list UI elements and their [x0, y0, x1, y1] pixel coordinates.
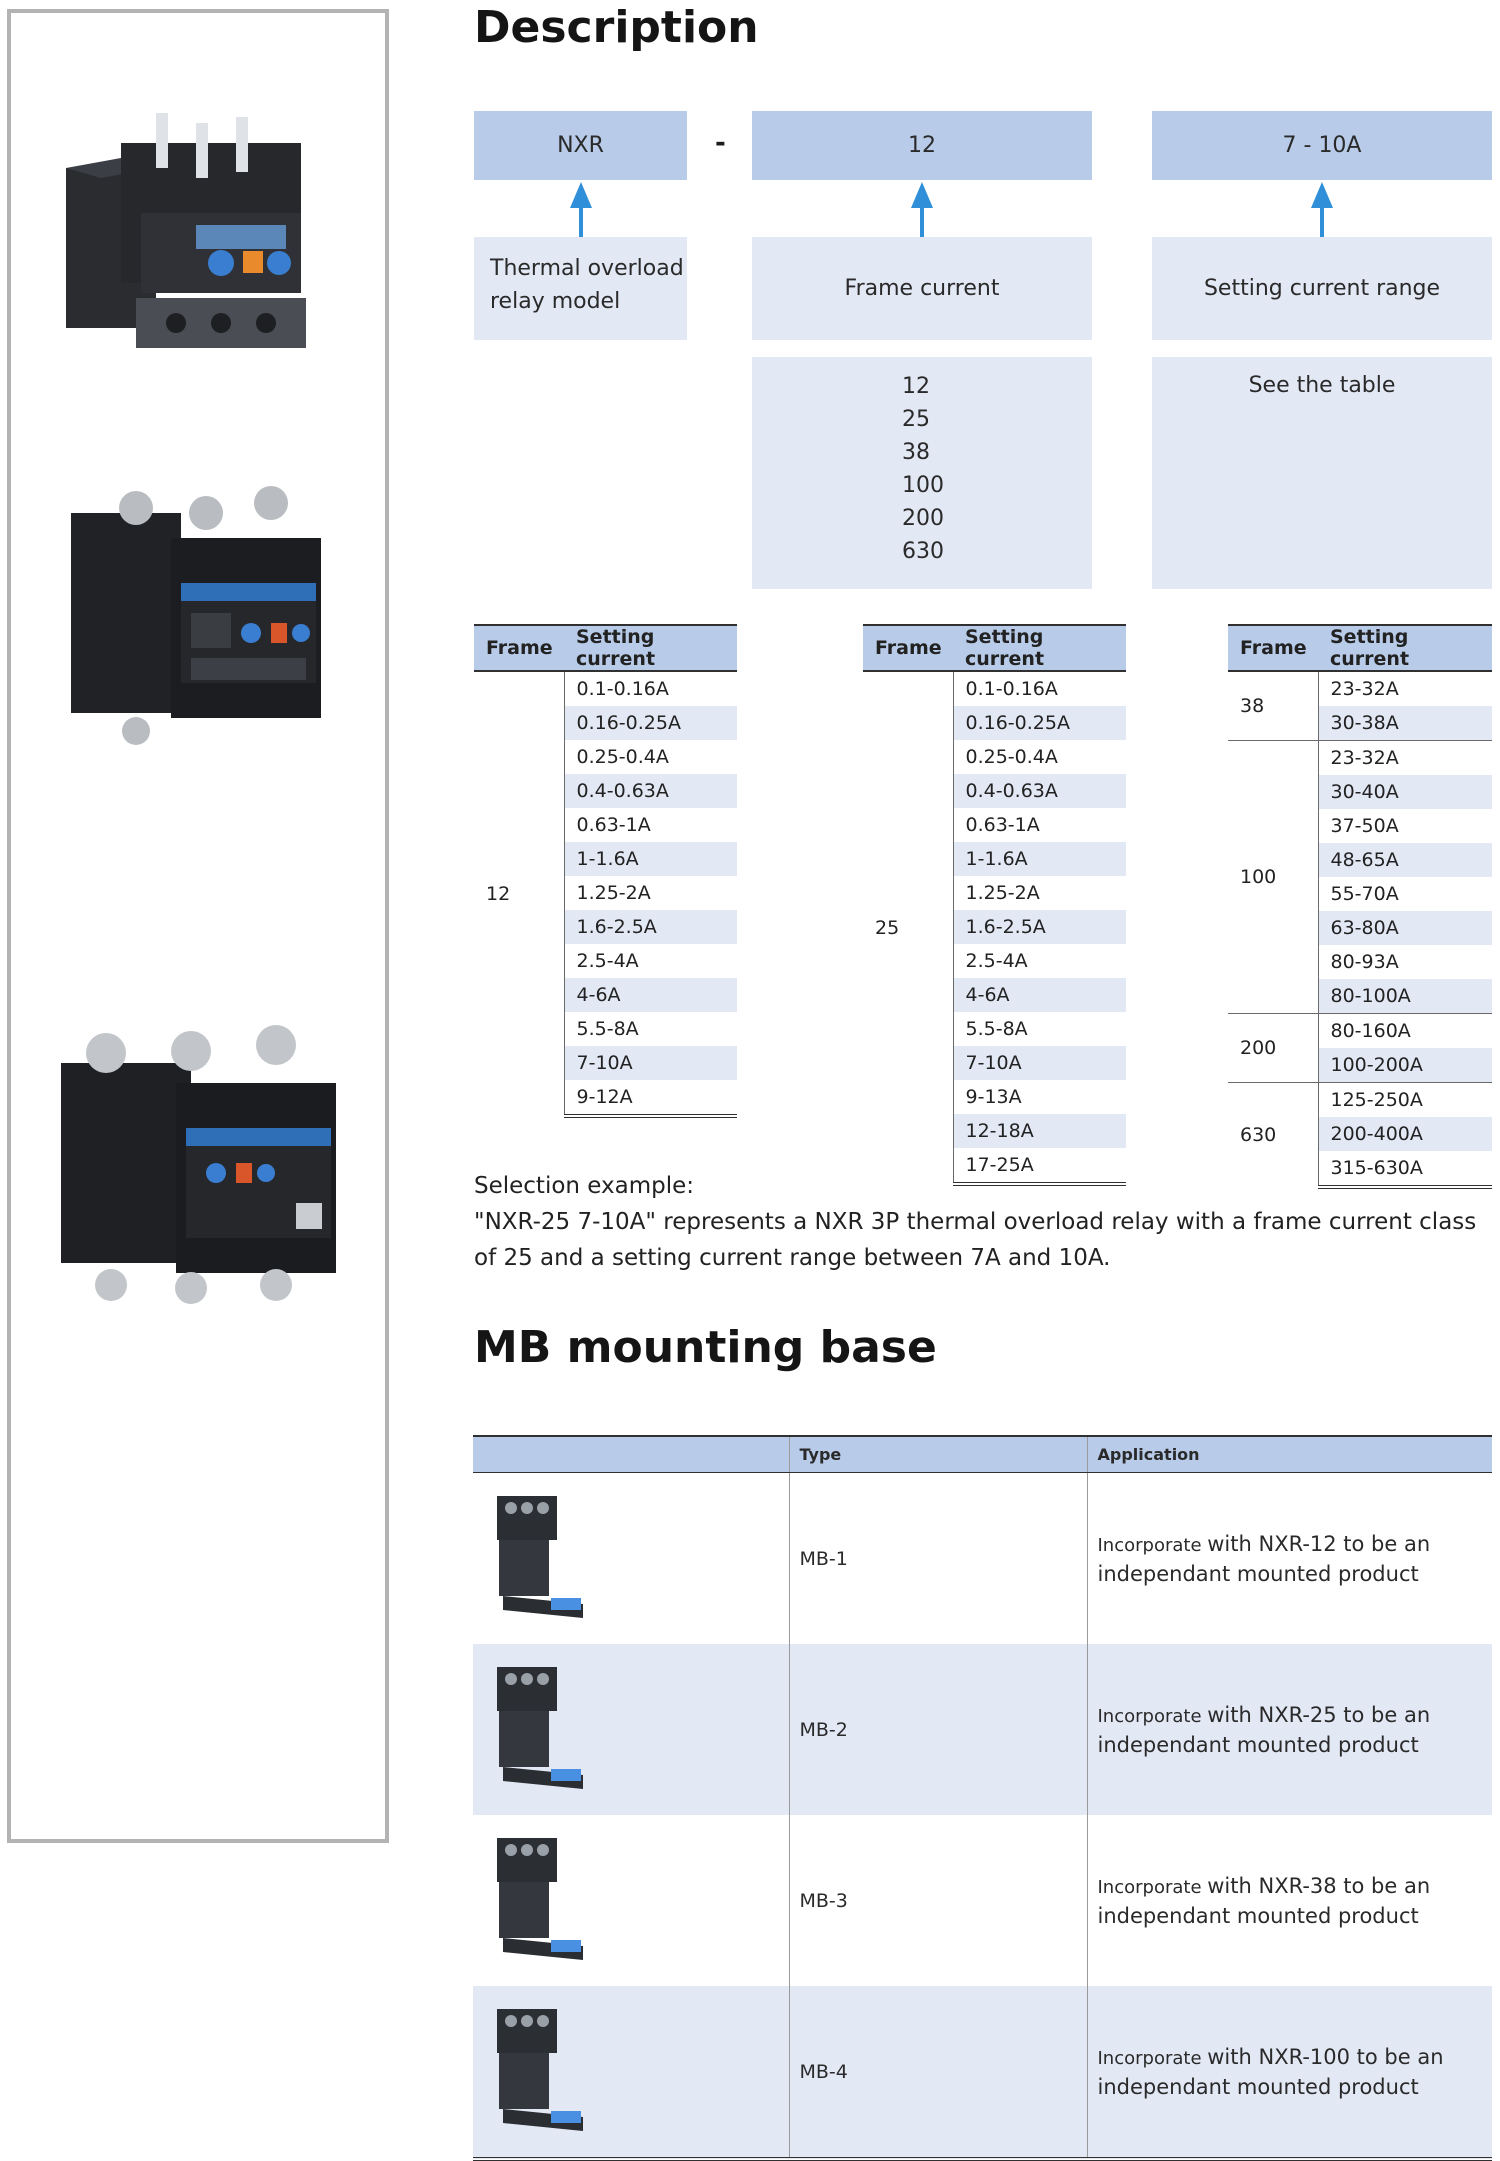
table-header	[474, 625, 737, 671]
frame-value: 100	[902, 473, 944, 498]
setting-current-cell: 2.5-4A	[576, 950, 639, 972]
setting-current-cell: 17-25A	[953, 1148, 1126, 1184]
mb-table-row	[473, 1815, 1492, 1986]
relay-nxr-12-image	[61, 103, 331, 373]
header-setting-current: Setting current	[1318, 625, 1492, 671]
meaning-setting: Setting current range	[1152, 237, 1492, 340]
setting-current-cell: 12-18A	[953, 1114, 1126, 1148]
application-lead: Incorporate	[1097, 1876, 1208, 1898]
relay-nxr-25-image	[61, 483, 331, 753]
setting-current-cell: 5.5-8A	[576, 1018, 639, 1040]
setting-current-cell: 1-1.6A	[564, 842, 737, 876]
mb-type-cell: MB-2	[789, 1644, 1087, 1815]
header-setting-current: Setting current	[564, 625, 737, 671]
code-part-frame: 12	[752, 111, 1092, 180]
setting-current-cell: 1.25-2A	[965, 882, 1040, 904]
setting-current-cell: 23-32A	[1318, 741, 1492, 776]
application-text: with NXR-12 to be an independant mounted product	[1097, 1531, 1431, 1586]
application-text: with NXR-38 to be an independant mounted product	[1097, 1873, 1431, 1928]
mb-application-cell	[1087, 1986, 1492, 2159]
mb-table-row	[473, 1644, 1492, 1815]
setting-current-cell: 80-93A	[1330, 951, 1399, 973]
mb-base-image-cell	[473, 1986, 789, 2159]
setting-current-cell: 100-200A	[1318, 1048, 1492, 1083]
setting-current-cell: 30-40A	[1318, 775, 1492, 809]
mb-base-image-cell	[473, 1644, 789, 1815]
frame-value: 200	[902, 506, 944, 531]
mb-type-cell: MB-1	[789, 1473, 1087, 1645]
setting-current-cell: 63-80A	[1318, 911, 1492, 945]
setting-current-cell: 315-630A	[1318, 1151, 1492, 1187]
application-lead: Incorporate	[1097, 1705, 1208, 1727]
setting-current-cell: 7-10A	[564, 1046, 737, 1080]
table-row	[474, 671, 737, 706]
setting-current-cell: 1.25-2A	[576, 882, 651, 904]
setting-current-cell: 4-6A	[564, 978, 737, 1012]
table-header	[1228, 625, 1492, 671]
setting-current-cell: 1-1.6A	[953, 842, 1126, 876]
mb-title: MB mounting base	[474, 1322, 937, 1373]
mounting-base-image	[483, 1999, 603, 2139]
mb-header-image	[473, 1436, 789, 1473]
setting-current-cell: 200-400A	[1318, 1117, 1492, 1151]
selection-table-frame-12	[474, 624, 737, 1118]
mb-table-row	[473, 1473, 1492, 1645]
mb-application-cell	[1087, 1815, 1492, 1986]
frame-cell: 12	[474, 671, 564, 1116]
frame-values-box	[752, 357, 1092, 589]
setting-current-cell: 0.16-0.25A	[564, 706, 737, 740]
arrow-up-icon	[570, 182, 592, 238]
application-text: with NXR-100 to be an independant mounted product	[1097, 2044, 1444, 2099]
mb-header-application: Application	[1087, 1436, 1492, 1473]
table-row	[1228, 1083, 1492, 1118]
setting-current-cell: 0.25-0.4A	[576, 746, 669, 768]
table-row	[1228, 741, 1492, 776]
frame-value: 38	[902, 440, 930, 465]
setting-current-cell: 0.1-0.16A	[576, 678, 669, 700]
description-title: Description	[474, 2, 759, 53]
header-frame: Frame	[474, 625, 564, 671]
setting-current-cell: 125-250A	[1318, 1083, 1492, 1118]
setting-current-cell: 9-13A	[965, 1086, 1022, 1108]
mb-mounting-base-table	[473, 1435, 1492, 2161]
mb-table-row	[473, 1986, 1492, 2159]
mb-base-image-cell	[473, 1815, 789, 1986]
mounting-base-image	[483, 1657, 603, 1797]
mb-type-cell: MB-3	[789, 1815, 1087, 1986]
application-lead: Incorporate	[1097, 2047, 1208, 2069]
header-setting-current: Setting current	[953, 625, 1126, 671]
application-text: with NXR-25 to be an independant mounted product	[1097, 1702, 1431, 1757]
setting-current-cell: 1.6-2.5A	[564, 910, 737, 944]
arrow-up-icon	[1311, 182, 1333, 238]
setting-current-cell: 7-10A	[953, 1046, 1126, 1080]
mb-type-cell: MB-4	[789, 1986, 1087, 2159]
frame-value: 25	[902, 407, 930, 432]
mb-table-header	[473, 1436, 1492, 1473]
header-frame: Frame	[1228, 625, 1318, 671]
application-lead: Incorporate	[1097, 1534, 1208, 1556]
relay-nxr-100-image	[51, 1023, 341, 1313]
frame-cell: 100	[1228, 741, 1318, 1014]
mb-application-cell	[1087, 1644, 1492, 1815]
frame-cell: 630	[1228, 1083, 1318, 1188]
mounting-base-image	[483, 1486, 603, 1626]
table-row	[863, 671, 1126, 706]
setting-current-cell: 48-65A	[1318, 843, 1492, 877]
code-part-model: NXR	[474, 111, 687, 180]
table-header	[863, 625, 1126, 671]
setting-current-cell: 0.63-1A	[576, 814, 651, 836]
meaning-frame: Frame current	[752, 237, 1092, 340]
setting-current-cell: 0.25-0.4A	[965, 746, 1058, 768]
selection-example-text: "NXR-25 7-10A" represents a NXR 3P thermal overload relay with a frame current class of 25 and a setting current range between 7A and 10A.	[474, 1209, 1477, 1271]
setting-current-cell: 5.5-8A	[965, 1018, 1028, 1040]
selection-example	[474, 1168, 1492, 1276]
selection-table-frame-38-630	[1228, 624, 1492, 1189]
setting-current-cell: 30-38A	[1318, 706, 1492, 741]
setting-current-cell: 80-100A	[1318, 979, 1492, 1014]
setting-current-cell: 0.4-0.63A	[564, 774, 737, 808]
setting-note-box: See the table	[1152, 357, 1492, 589]
selection-example-label: Selection example:	[474, 1173, 695, 1199]
setting-current-cell: 2.5-4A	[965, 950, 1028, 972]
frame-cell: 25	[863, 671, 953, 1184]
mb-header-type: Type	[789, 1436, 1087, 1473]
mb-base-image-cell	[473, 1473, 789, 1645]
code-part-setting: 7 - 10A	[1152, 111, 1492, 180]
header-frame: Frame	[863, 625, 953, 671]
product-image-panel	[7, 9, 389, 1843]
setting-current-cell: 9-12A	[564, 1080, 737, 1116]
setting-current-cell: 4-6A	[953, 978, 1126, 1012]
frame-value: 630	[902, 539, 944, 564]
setting-current-cell: 37-50A	[1330, 815, 1399, 837]
meaning-model: Thermal overload relay model	[474, 237, 687, 340]
setting-current-cell: 23-32A	[1330, 678, 1399, 700]
frame-cell: 38	[1228, 671, 1318, 741]
mounting-base-image	[483, 1828, 603, 1968]
table-row	[1228, 671, 1492, 706]
setting-current-cell: 1.6-2.5A	[953, 910, 1126, 944]
selection-table-frame-25	[863, 624, 1126, 1186]
setting-current-cell: 0.16-0.25A	[953, 706, 1126, 740]
setting-current-cell: 80-160A	[1318, 1014, 1492, 1049]
setting-current-cell: 0.4-0.63A	[953, 774, 1126, 808]
frame-value: 12	[902, 374, 930, 399]
code-separator: -	[715, 128, 726, 158]
frame-cell: 200	[1228, 1014, 1318, 1083]
setting-current-cell: 0.63-1A	[965, 814, 1040, 836]
setting-current-cell: 55-70A	[1330, 883, 1399, 905]
table-row	[1228, 1014, 1492, 1049]
setting-current-cell: 0.1-0.16A	[965, 678, 1058, 700]
arrow-up-icon	[911, 182, 933, 238]
mb-application-cell	[1087, 1473, 1492, 1645]
